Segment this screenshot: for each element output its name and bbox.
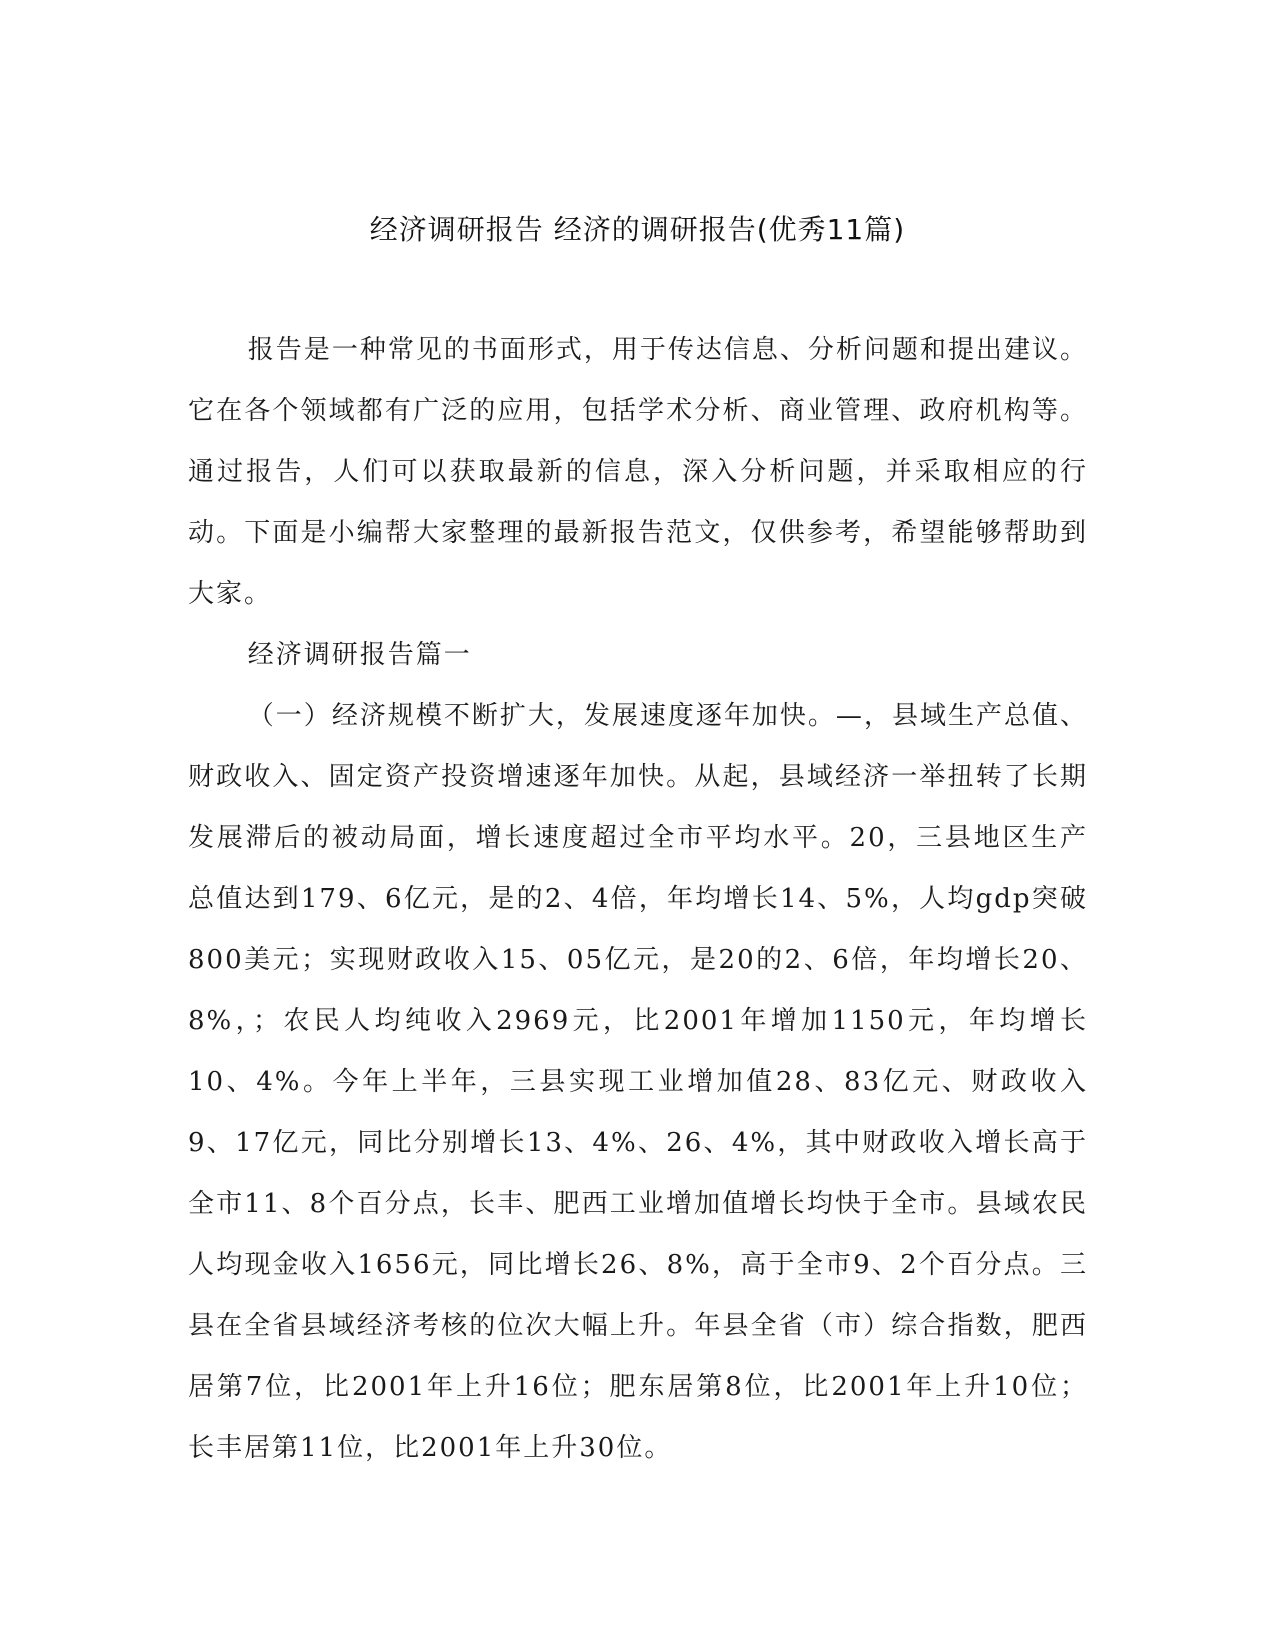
document-body bbox=[188, 320, 1088, 1479]
intro-paragraph: 报告是一种常见的书面形式，用于传达信息、分析问题和提出建议。它在各个领域都有广泛的应用，包括学术分析、商业管理、政府机构等。通过报告，人们可以获取最新的信息，深入分析问题，并采取相应的行动。下面是小编帮大家整理的最新报告范文，仅供参考，希望能够帮助到大家。 bbox=[188, 335, 1088, 609]
section-paragraph: （一）经济规模不断扩大，发展速度逐年加快。—，县域生产总值、财政收入、固定资产投资增速逐年加快。从起，县域经济一举扭转了长期发展滞后的被动局面，增长速度超过全市平均水平。20，三县地区生产总值达到179、6亿元，是的2、4倍，年均增长14、5%，人均gdp突破800美元；实现财政收入15、05亿元，是20的2、6倍，年均增长20、8%，；农民人均纯收入2969元，比2001年增加1150元，年均增长10、4%。今年上半年，三县实现工业增加值28、83亿元、财政收入9、17亿元，同比分别增长13、4%、26、4%，其中财政收入增长高于全市11、8个百分点，长丰、肥西工业增加值增长均快于全市。县域农民人均现金收入1656元，同比增长26、8%，高于全市9、2个百分点。三县在全省县域经济考核的位次大幅上升。年县全省（市）综合指数，肥西居第7位，比2001年上升16位；肥东居第8位，比2001年上升10位；长丰居第11位，比2001年上升30位。 bbox=[188, 701, 1088, 1463]
document-title: 经济调研报告 经济的调研报告(优秀11篇) bbox=[369, 213, 906, 246]
section-heading: 经济调研报告篇一 bbox=[247, 640, 472, 670]
